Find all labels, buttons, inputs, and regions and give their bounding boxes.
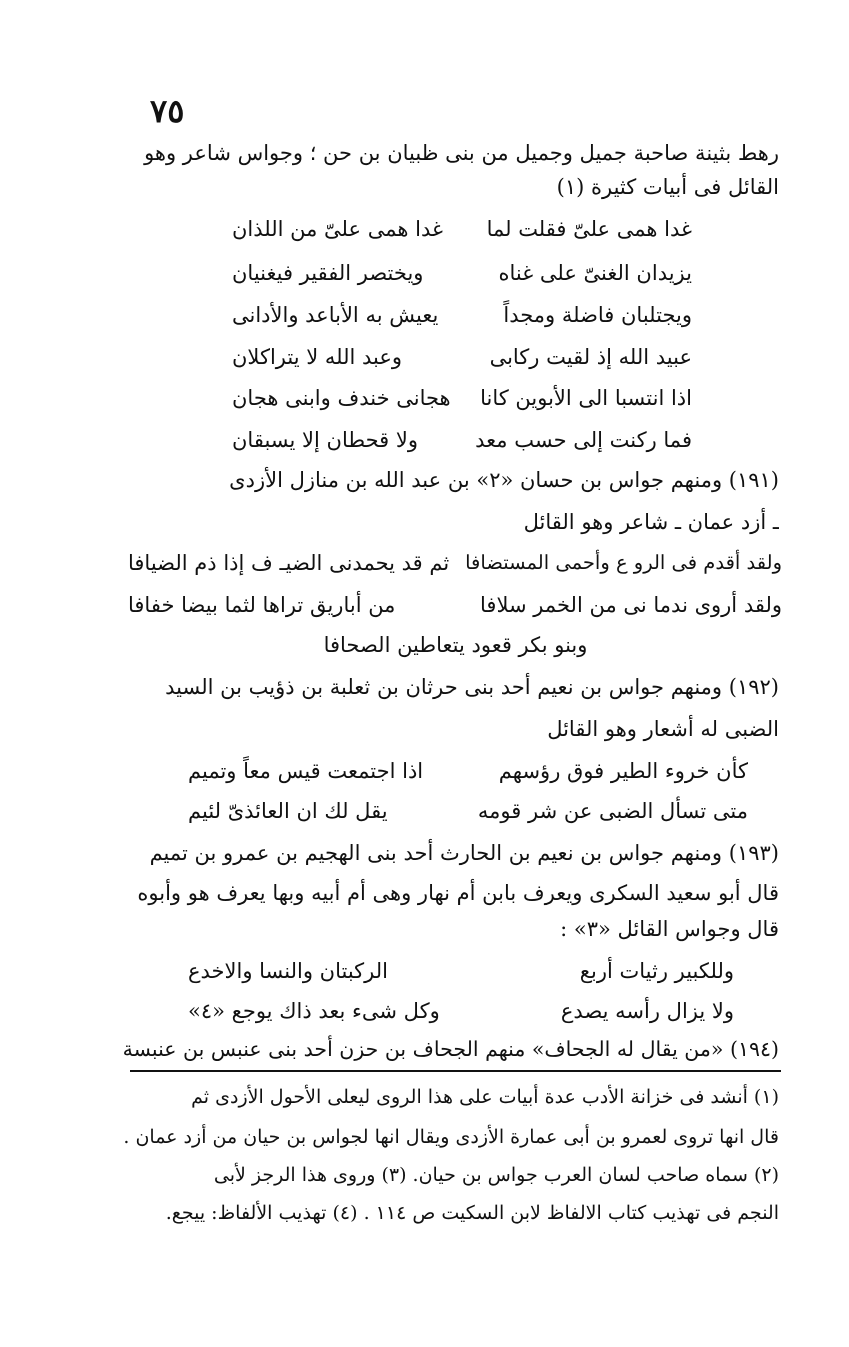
intro-line: القائل فى أبيات كثيرة (١) [556, 175, 779, 199]
verse-first-hemistich: اذا انتسبا الى الأبوين كانا [480, 386, 692, 410]
verse [128, 546, 782, 580]
verse-second-hemistich: يقل لك ان العائذىّ لئيم [188, 799, 388, 823]
footnote-line: (١) أنشد فى خزانة الأدب عدة أبيات على هذا الروى ليعلى الأحول الأزدى ثم [191, 1086, 779, 1108]
verse [232, 212, 692, 246]
entry-194-line: (١٩٤) «من يقال له الجحاف» منهم الجحاف بن حزن أحد بنى عنبس بن عنبسة [122, 1037, 779, 1061]
verse [188, 754, 748, 788]
verse [232, 256, 692, 290]
entry-193-line: قال أبو سعيد السكرى ويعرف بابن أم نهار وهى أم أبيه وبها يعرف هو وأبوه [137, 881, 779, 905]
entry-193-line: (١٩٣) ومنهم جواس بن نعيم بن الحارث أحد بنى الهجيم بن عمرو بن تميم [149, 841, 779, 865]
verse-first-hemistich: فما ركنت إلى حسب معد [475, 428, 692, 452]
verse-first-hemistich: عبيد الله إذ لقيت ركابى [489, 345, 692, 369]
verse [232, 423, 692, 457]
footnote-line: النجم فى تهذيب كتاب الالفاظ لابن السكيت ص ١١٤ . (٤) تهذيب الألفاظ: ييجع. [165, 1202, 779, 1224]
entry-191-line: (١٩١) ومنهم جواس بن حسان «٢» بن عبد الله بن منازل الأزدى [229, 468, 779, 492]
footnote-line: قال انها تروى لعمرو بن أبى عمارة الأزدى ويقال انها لجواس بن حيان من أزد عمان . [123, 1126, 779, 1148]
verse-second-hemistich: غدا همى علىّ من اللذان [232, 217, 443, 241]
verse-first-hemistich: كأن خروء الطير فوق رؤسهم [498, 759, 748, 783]
footnote-divider [130, 1070, 781, 1072]
verse-second-hemistich: اذا اجتمعت قيس معاً وتميم [188, 759, 424, 783]
verse [188, 954, 734, 988]
entry-193-line: قال وجواس القائل «٣» : [560, 917, 779, 941]
entry-192-line: (١٩٢) ومنهم جواس بن نعيم أحد بنى حرثان بن ثعلبة بن ذؤيب بن السيد [165, 675, 779, 699]
intro-line: رهط بثينة صاحبة جميل وجميل من بنى ظبيان بن حن ؛ وجواس شاعر وهو [144, 141, 779, 165]
verse-first-hemistich: يزيدان الغنىّ على غناه [498, 261, 692, 285]
verse [232, 381, 692, 415]
verse-single-line: وبنو بكر قعود يتعاطين الصحافا [323, 633, 588, 657]
verse-first-hemistich: متى تسأل الضبى عن شر قومه [477, 799, 748, 823]
verse-second-hemistich: ولا قحطان إلا يسبقان [232, 428, 418, 452]
verse-second-hemistich: وكل شىء بعد ذاك يوجع «٤» [188, 999, 440, 1023]
footnote-line: (٢) سماه صاحب لسان العرب جواس بن حيان. (٣) وروى هذا الرجز لأبى [213, 1164, 779, 1186]
verse-first-hemistich: غدا همى علىّ فقلت لما [486, 217, 692, 241]
verse-first-hemistich: ولقد أروى ندما نى من الخمر سلافا [480, 593, 782, 617]
verse-second-hemistich: وعبد الله لا يتراكلان [232, 345, 403, 369]
verse-second-hemistich: هجانى خندف وابنى هجان [232, 386, 451, 410]
verse-second-hemistich: ثم قد يحمدنى الضيـ ف إذا ذم الضيافا [128, 551, 450, 575]
verse [188, 794, 748, 828]
entry-191-line: ـ أزد عمان ـ شاعر وهو القائل [523, 510, 779, 534]
verse-first-hemistich: ويجتلبان فاضلة ومجداً [503, 303, 692, 327]
verse-first-hemistich: وللكبير رثيات أربع [579, 959, 734, 983]
verse-first-hemistich: ولا يزال رأسه يصدع [560, 999, 734, 1023]
verse-second-hemistich: يعيش به الأباعد والأدانى [232, 303, 439, 327]
verse [128, 588, 782, 622]
verse-second-hemistich: من أباريق تراها لثما بيضا خفافا [128, 593, 396, 617]
verse [232, 298, 692, 332]
verse [188, 994, 734, 1028]
verse-second-hemistich: ويختصر الفقير فيغنيان [232, 261, 424, 285]
page-number: ٧٥ [150, 92, 185, 130]
verse-first-hemistich: ولقد أقدم فى الرو ع وأحمى المستضافا [465, 551, 782, 574]
entry-192-line: الضبى له أشعار وهو القائل [547, 717, 779, 741]
verse [232, 340, 692, 374]
verse-second-hemistich: الركبتان والنسا والاخدع [188, 959, 388, 983]
